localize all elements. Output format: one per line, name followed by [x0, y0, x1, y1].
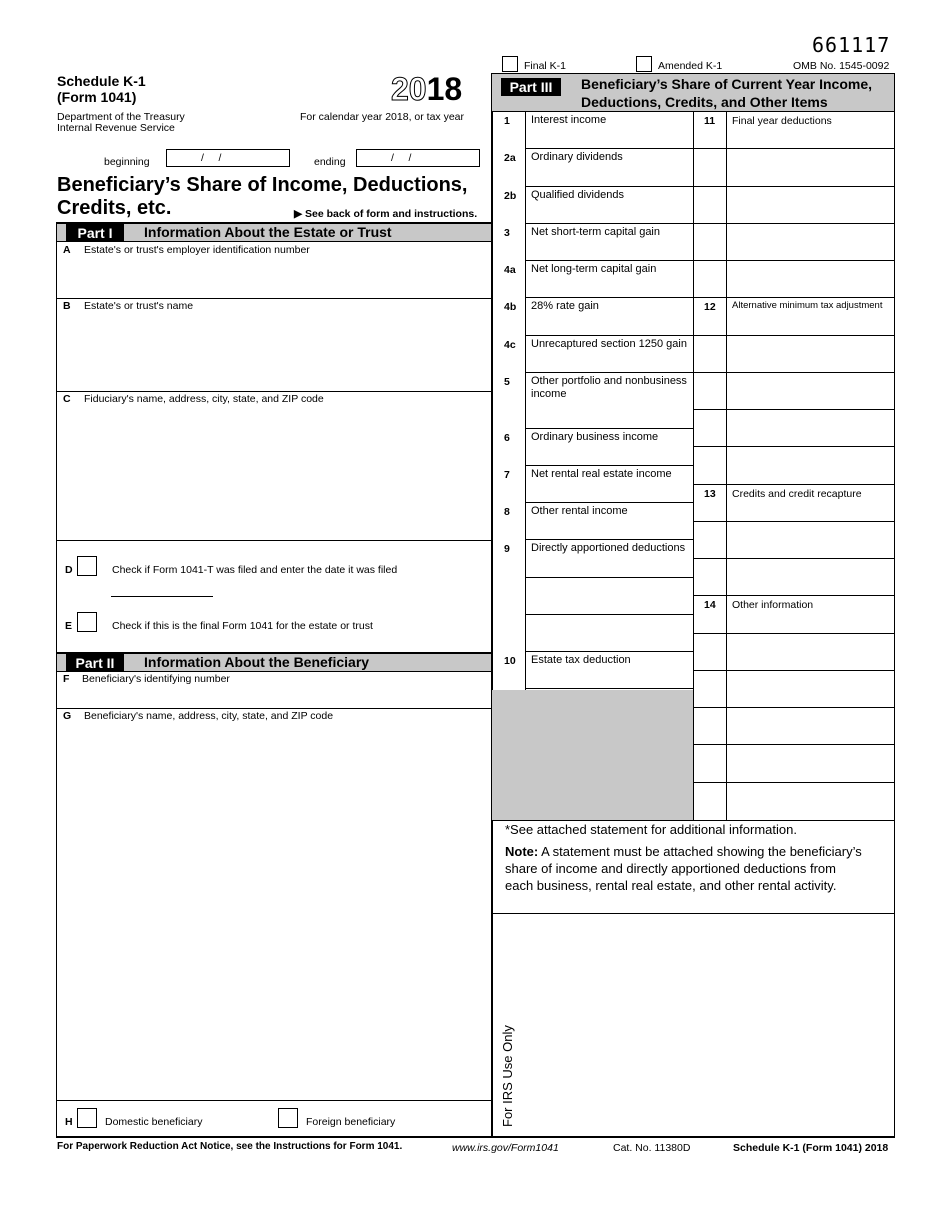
right-row-number: 13	[704, 487, 716, 500]
right-row-rule	[694, 260, 894, 261]
left-row-amount-field[interactable]	[526, 276, 692, 296]
left-row-amount-field[interactable]	[526, 351, 692, 371]
left-row-number: 4a	[504, 264, 516, 276]
irs-url: www.irs.gov/Form1041	[452, 1142, 559, 1154]
note-bold: Note:	[505, 844, 539, 859]
right-row-label: Alternative minimum tax adjustment	[732, 300, 883, 312]
left-row-label: 28% rate gain	[531, 300, 599, 313]
left-row-amount-field[interactable]	[526, 239, 692, 259]
left-row-amount-field[interactable]	[526, 388, 692, 427]
left-row-number: 2b	[504, 189, 517, 202]
left-row-label: Other portfolio and nonbusiness income	[531, 374, 687, 400]
left-row-rule	[526, 148, 693, 149]
left-row-amount-field[interactable]	[526, 593, 692, 613]
line-c-rule	[56, 540, 491, 541]
right-row-field[interactable]	[727, 410, 893, 445]
right-row-field[interactable]	[727, 447, 893, 482]
right-row-field[interactable]	[727, 783, 893, 818]
irs-use-only-label: For IRS Use Only	[500, 1025, 515, 1127]
form-title: Schedule K-1	[57, 73, 146, 89]
left-row-label: Net long-term capital gain	[531, 263, 657, 275]
part1-header-rule	[56, 241, 491, 242]
right-row-rule	[694, 782, 894, 783]
right-row-field[interactable]	[727, 522, 893, 557]
left-row-rule	[526, 335, 693, 336]
see-attached-statement: *See attached statement for additional information.	[505, 822, 797, 837]
right-row-field[interactable]	[727, 224, 893, 259]
right-row-field[interactable]	[727, 112, 893, 147]
left-row-rule	[526, 260, 693, 261]
right-row-rule	[694, 409, 894, 410]
beneficiary-address-input[interactable]	[57, 724, 491, 1099]
foreign-beneficiary-checkbox[interactable]	[278, 1108, 298, 1128]
line-c-label: Fiduciary's name, address, city, state, and ZIP code	[84, 393, 324, 405]
right-row-rule	[694, 744, 894, 745]
left-row-number: 3	[504, 226, 510, 239]
right-row-rule	[694, 521, 894, 522]
left-row-amount-field[interactable]	[526, 164, 692, 184]
part2-label: Part II	[66, 654, 124, 671]
line-e-letter: E	[65, 620, 73, 632]
line-f-letter: F	[63, 673, 70, 685]
ending-label: ending	[314, 156, 346, 168]
line-f-label: Beneficiary's identifying number	[82, 673, 230, 685]
right-row-field[interactable]	[727, 261, 893, 296]
right-row-rule	[694, 633, 894, 634]
left-row-amount-field[interactable]	[526, 313, 692, 333]
left-row-label: Ordinary business income	[531, 430, 659, 443]
left-row-rule	[526, 502, 693, 503]
attached-statement-note	[505, 843, 865, 894]
note-text: A statement must be attached showing the beneficiary’s share of income and directly apportioned deductions from each business, rental real estate, and other rental activity.	[505, 844, 862, 893]
left-row-rule	[526, 223, 693, 224]
schedule-footer-title: Schedule K-1 (Form 1041) 2018	[733, 1142, 889, 1154]
right-row-field[interactable]	[727, 671, 893, 706]
tax-year-light: 20	[391, 71, 427, 107]
final-k1-checkbox[interactable]	[502, 56, 518, 72]
irs-label: Internal Revenue Service	[57, 122, 175, 134]
right-row-rule	[694, 670, 894, 671]
irs-use-only-area	[492, 914, 894, 1136]
page-title-line1: Beneficiary’s Share of Income, Deductions,	[57, 174, 468, 196]
right-row-number: 12	[704, 301, 716, 314]
line-a-letter: A	[63, 244, 71, 256]
line-f-rule	[56, 708, 491, 709]
left-row-label: Qualified dividends	[531, 188, 624, 201]
line-h-letter: H	[65, 1116, 73, 1128]
left-row-rule	[526, 186, 693, 187]
left-row-label: Interest income	[531, 114, 607, 126]
right-row-rule	[694, 558, 894, 559]
right-row-field[interactable]	[727, 373, 893, 408]
line-g-label: Beneficiary's name, address, city, state, and ZIP code	[84, 710, 334, 722]
left-row-label: Other rental income	[531, 505, 628, 518]
right-border	[894, 73, 895, 1137]
left-row-label: Estate tax deduction	[531, 654, 631, 667]
form-number: (Form 1041)	[57, 89, 137, 105]
shaded-area	[492, 690, 693, 820]
foreign-beneficiary-label: Foreign beneficiary	[306, 1116, 396, 1128]
line-b-letter: B	[63, 300, 71, 312]
part3-title-line2: Deductions, Credits, and Other Items	[581, 94, 828, 110]
line-e-label: Check if this is the final Form 1041 for the estate or trust	[112, 620, 373, 632]
part3-label: Part III	[501, 78, 561, 96]
right-row-rule	[694, 595, 894, 596]
right-row-field[interactable]	[727, 708, 893, 743]
form-1041t-checkbox[interactable]	[77, 556, 97, 576]
line-a-rule	[56, 298, 491, 299]
fiduciary-address-input[interactable]	[57, 407, 491, 540]
right-row-field[interactable]	[727, 485, 893, 520]
right-row-label: Credits and credit recapture	[732, 487, 862, 500]
left-row-rule	[526, 465, 693, 466]
bottom-rule	[56, 1136, 895, 1138]
left-row-label: Ordinary dividends	[531, 151, 623, 164]
right-row-field[interactable]	[727, 187, 893, 222]
left-row-rule	[526, 297, 693, 298]
left-row-rule	[526, 614, 693, 615]
left-row-amount-field[interactable]	[526, 481, 692, 501]
right-row-field[interactable]	[727, 336, 893, 371]
ein-input[interactable]	[57, 258, 491, 298]
line-g-letter: G	[63, 710, 72, 722]
left-row-number: 4c	[504, 338, 516, 351]
right-row-rule	[694, 297, 894, 298]
part1-label: Part I	[66, 224, 124, 241]
right-row-label: Other information	[732, 599, 814, 612]
left-row-rule	[526, 577, 693, 578]
right-row-number: 11	[704, 115, 716, 127]
right-row-field[interactable]	[727, 596, 893, 631]
see-back-instructions: ▶ See back of form and instructions.	[294, 208, 478, 220]
calendar-year-label: For calendar year 2018, or tax year	[300, 111, 465, 123]
line-b-label: Estate's or trust's name	[84, 300, 194, 312]
right-row-field[interactable]	[727, 298, 893, 333]
left-row-rule	[526, 539, 693, 540]
form-1041t-date-field[interactable]	[111, 596, 213, 597]
amended-k1-label: Amended K-1	[658, 60, 723, 72]
right-row-number: 14	[704, 599, 716, 612]
right-row-rule	[694, 335, 894, 336]
beginning-date-placeholder: / /	[201, 152, 222, 164]
line-c-letter: C	[63, 393, 71, 405]
department-label: Department of the Treasury	[57, 111, 185, 123]
right-row-rule	[694, 446, 894, 447]
left-row-amount-field[interactable]	[526, 667, 692, 687]
left-row-amount-field[interactable]	[526, 555, 692, 575]
left-row-number: 7	[504, 468, 510, 481]
line-b-rule	[56, 391, 491, 392]
part2-title: Information About the Beneficiary	[144, 654, 370, 670]
left-row-label: Directly apportioned deductions	[531, 542, 686, 555]
left-row-amount-field[interactable]	[526, 518, 692, 538]
left-row-amount-field[interactable]	[526, 630, 692, 650]
left-row-amount-field[interactable]	[526, 202, 692, 222]
left-row-rule	[526, 651, 693, 652]
left-row-amount-field[interactable]	[526, 127, 692, 147]
final-1041-checkbox[interactable]	[77, 612, 97, 632]
right-row-rule	[694, 186, 894, 187]
line-d-letter: D	[65, 564, 73, 576]
left-row-number: 8	[504, 506, 510, 519]
left-row-number: 5	[504, 375, 510, 388]
part3-top-rule	[491, 73, 895, 74]
left-row-number: 10	[504, 655, 516, 668]
tax-year-bold: 18	[426, 71, 463, 107]
left-row-label: Net short-term capital gain	[531, 225, 660, 238]
left-row-number: 6	[504, 431, 510, 444]
form-barcode-number: 661117	[812, 33, 891, 57]
left-row-amount-field[interactable]	[526, 444, 692, 464]
line-d-label: Check if Form 1041-T was filed and enter the date it was filed	[112, 564, 398, 576]
right-row-rule	[694, 223, 894, 224]
domestic-beneficiary-checkbox[interactable]	[77, 1108, 97, 1128]
catalog-number: Cat. No. 11380D	[613, 1142, 691, 1154]
final-k1-label: Final K-1	[524, 60, 567, 72]
ending-date-field[interactable]	[356, 149, 480, 167]
right-row-field[interactable]	[727, 559, 893, 594]
left-row-label: Net rental real estate income	[531, 467, 672, 480]
right-row-field[interactable]	[727, 745, 893, 780]
omb-number: OMB No. 1545-0092	[793, 60, 890, 72]
part3-grid-bottom-rule	[491, 820, 895, 821]
right-row-rule	[694, 707, 894, 708]
middle-divider	[693, 111, 694, 820]
amended-k1-checkbox[interactable]	[636, 56, 652, 72]
left-row-number: 1	[504, 115, 510, 127]
estate-name-input[interactable]	[57, 314, 491, 391]
beneficiary-id-input[interactable]	[57, 687, 491, 708]
left-row-number: 9	[504, 543, 510, 556]
right-row-rule	[694, 484, 894, 485]
beginning-date-field[interactable]	[166, 149, 290, 167]
left-row-number: 2a	[504, 152, 516, 165]
part2-header-rule	[56, 671, 491, 672]
part3-title-line1: Beneficiary’s Share of Current Year Income,	[581, 76, 873, 92]
right-row-rule	[694, 148, 894, 149]
left-row-rule	[526, 372, 693, 373]
left-row-number: 4b	[504, 301, 517, 314]
right-row-rule	[694, 372, 894, 373]
left-row-rule	[526, 428, 693, 429]
right-row-label: Final year deductions	[732, 115, 832, 127]
left-row-label: Unrecaptured section 1250 gain	[531, 337, 687, 350]
right-row-field[interactable]	[727, 634, 893, 669]
beginning-label: beginning	[104, 156, 150, 168]
page-title-line2: Credits, etc.	[57, 197, 172, 219]
ending-date-placeholder: / /	[391, 152, 412, 164]
part1-title: Information About the Estate or Trust	[144, 224, 392, 240]
tax-year	[391, 72, 462, 106]
line-a-label: Estate's or trust's employer identification number	[84, 244, 310, 256]
paperwork-notice: For Paperwork Reduction Act Notice, see the Instructions for Form 1041.	[57, 1141, 403, 1152]
right-row-field[interactable]	[727, 149, 893, 184]
line-g-rule	[56, 1100, 491, 1101]
domestic-beneficiary-label: Domestic beneficiary	[105, 1116, 203, 1128]
